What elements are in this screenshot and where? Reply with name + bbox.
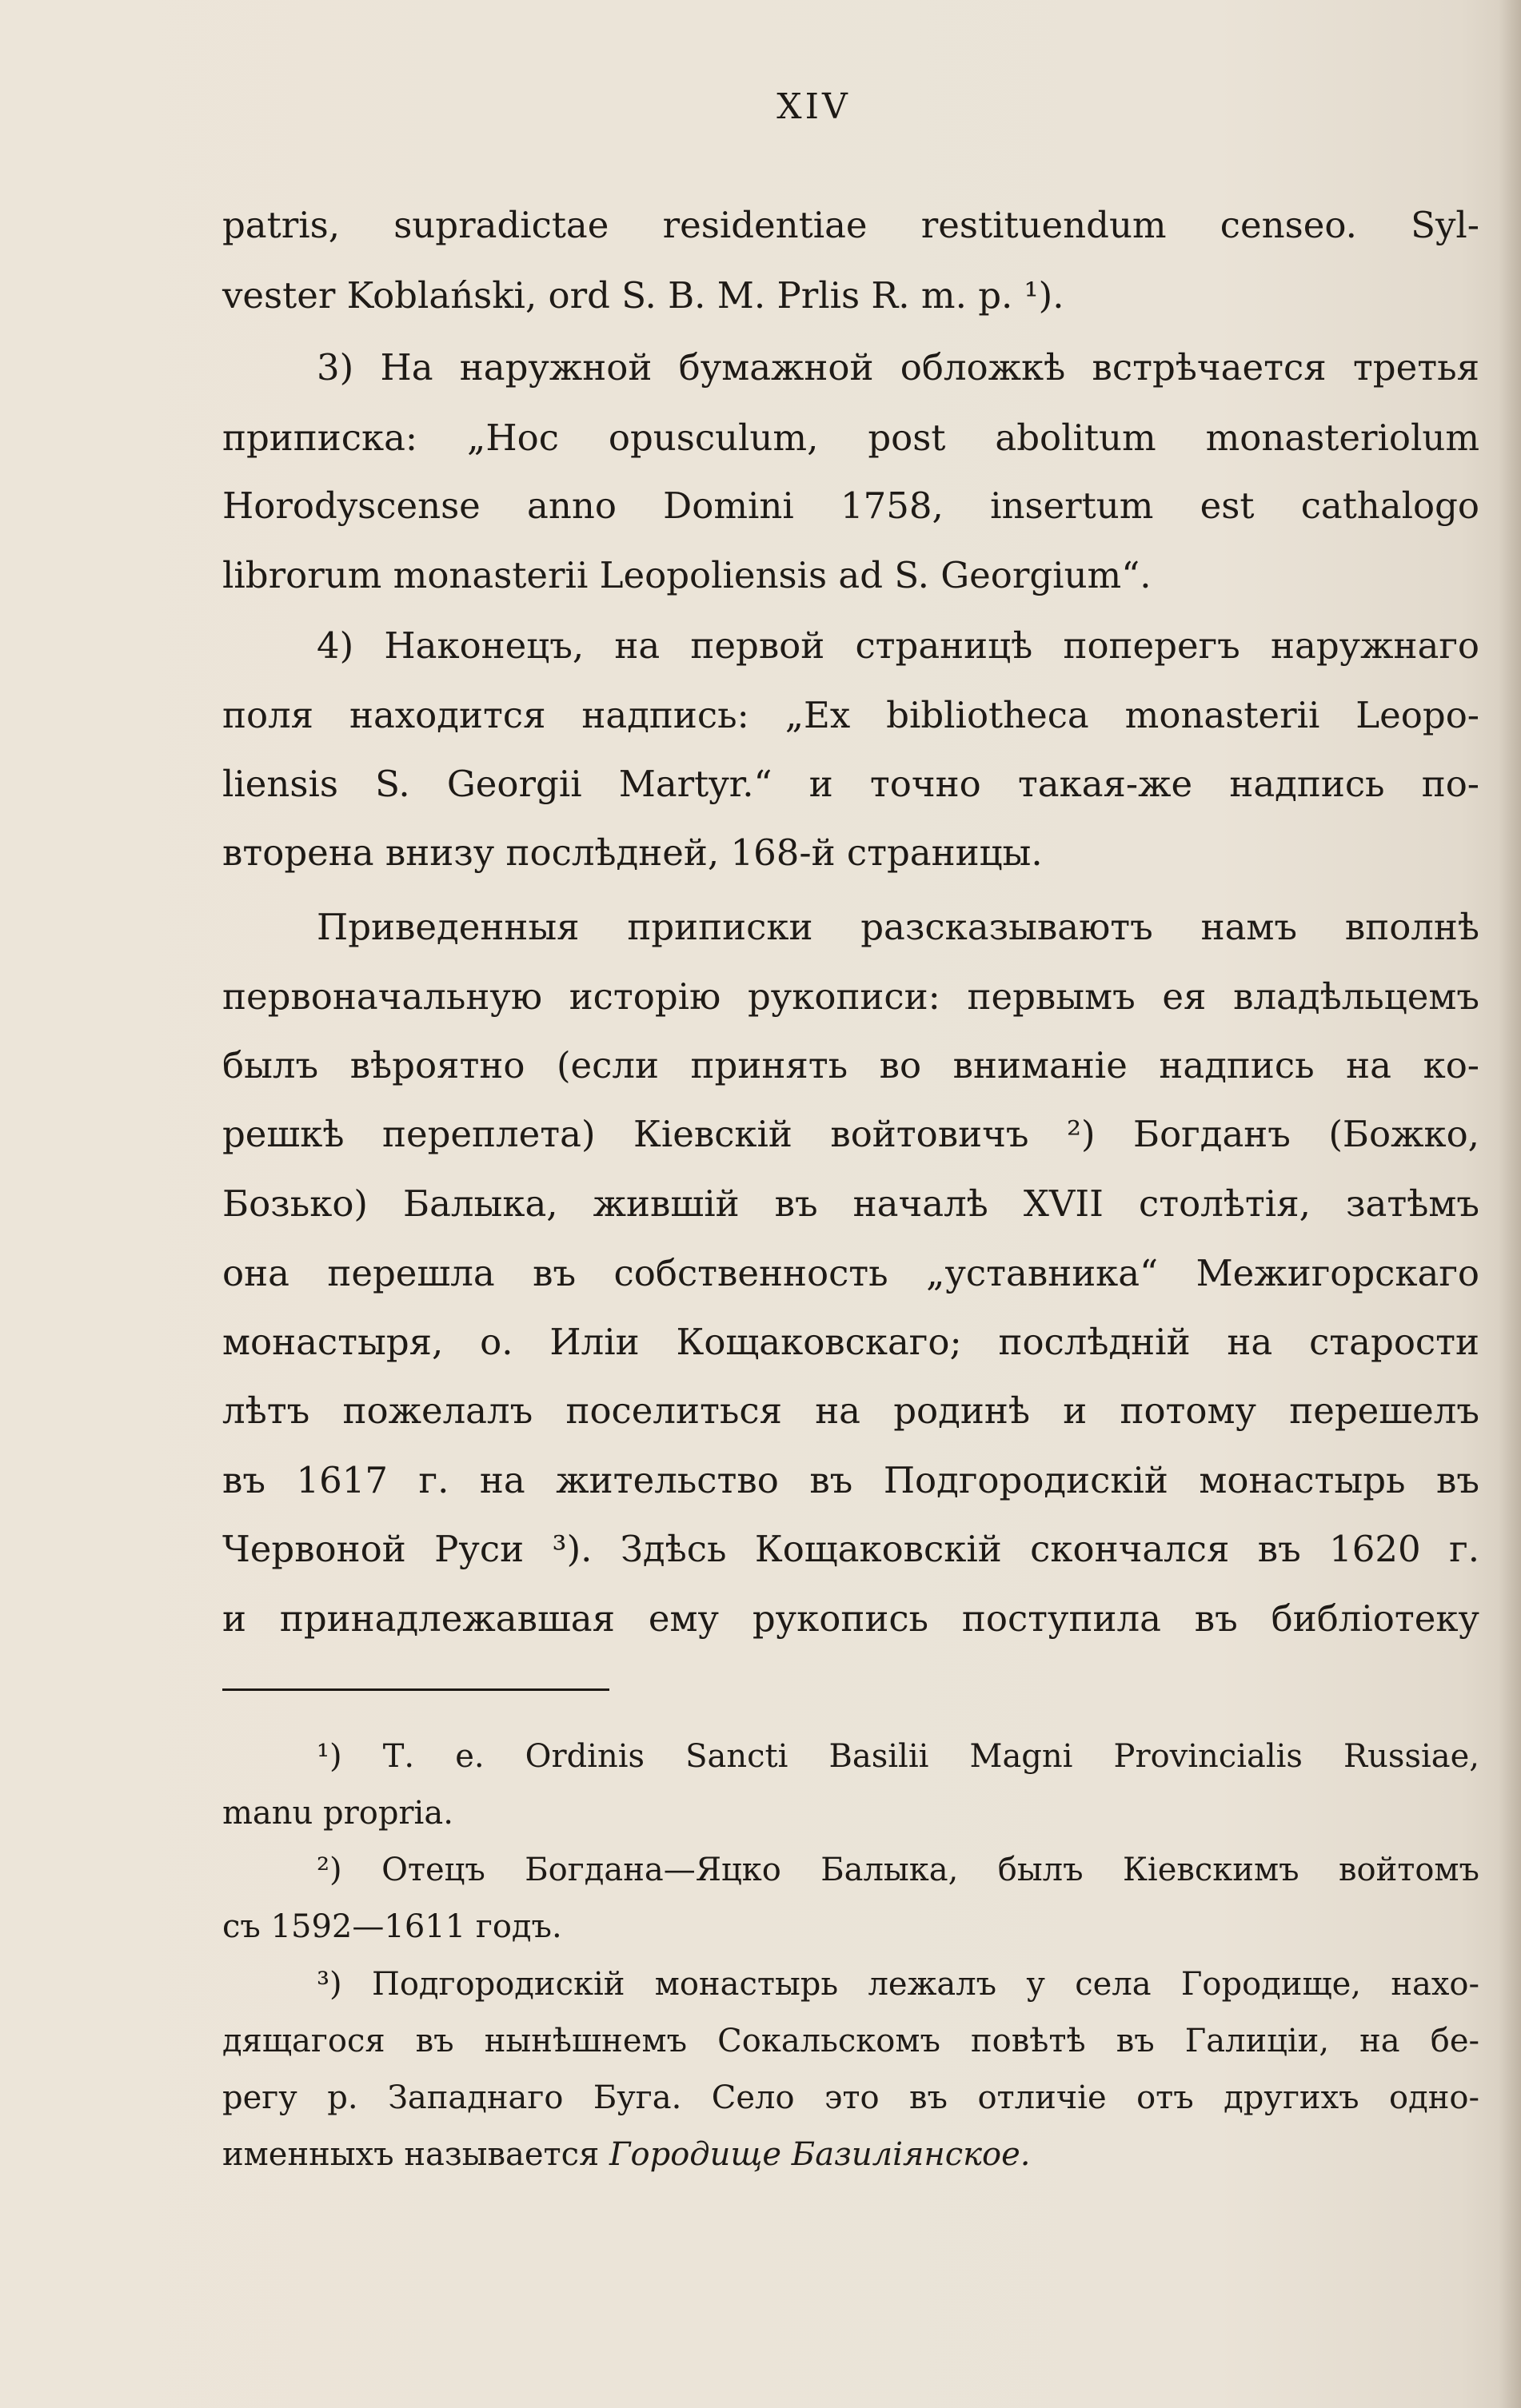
body-line: 3) На наружной бумажной обложкѣ встрѣчается третья (317, 346, 1479, 389)
body-line: въ 1617 г. на жительство въ Подгородискій монастырь въ (222, 1459, 1479, 1501)
body-line: liensis S. Georgii Martyr.“ и точно такая-же надпись по- (222, 763, 1479, 805)
body-line: поля находится надпись: „Ex bibliotheca monasterii Leopo- (222, 694, 1479, 736)
footnote-line: дящагося въ нынѣшнемъ Сокальскомъ повѣтѣ въ Галиціи, на бе- (222, 2023, 1479, 2059)
body-line: монастыря, о. Иліи Кощаковскаго; послѣдній на старости (222, 1321, 1479, 1363)
footnote-rule (222, 1688, 609, 1691)
body-line: лѣтъ пожелалъ поселиться на родинѣ и потому перешелъ (222, 1389, 1479, 1432)
body-line: вторена внизу послѣдней, 168-й страницы. (222, 831, 1043, 874)
footnote-text: именныхъ называется (222, 2136, 610, 2173)
footnote-line: регу р. Западнаго Буга. Село это въ отличіе отъ другихъ одно- (222, 2079, 1479, 2116)
page-edge-shadow (1499, 0, 1521, 2408)
footnote-line: manu propria. (222, 1795, 453, 1832)
body-line: первоначальную исторію рукописи: первымъ ея владѣльцемъ (222, 975, 1479, 1018)
body-line: librorum monasterii Leopoliensis ad S. Georgium“. (222, 554, 1152, 596)
body-line: patris, supradictae residentiae restituendum censeo. Syl- (222, 204, 1479, 246)
body-line: vester Koblański, ord S. B. M. Prlis R. m. p. ¹). (222, 274, 1064, 317)
footnote-line: ²) Отецъ Богдана—Яцко Балыка, былъ Кіевскимъ войтомъ (317, 1852, 1479, 1888)
body-line: приписка: „Hoc opusculum, post abolitum monasteriolum (222, 417, 1479, 459)
page-number: XIV (776, 86, 851, 127)
body-line: решкѣ переплета) Кіевскій войтовичъ ²) Богданъ (Божко, (222, 1113, 1479, 1155)
footnote-line: ³) Подгородискій монастырь лежалъ у села Городище, нахо- (317, 1966, 1479, 2003)
footnote-line (222, 2133, 1479, 2176)
footnote-italic-name: Городище Базиліянское. (609, 2136, 1031, 2173)
body-line: Horodyscense anno Domini 1758, insertum est cathalogo (222, 484, 1479, 527)
body-line: Червоной Руси ³). Здѣсь Кощаковскій скончался въ 1620 г. (222, 1528, 1479, 1570)
footnote-line: съ 1592—1611 годъ. (222, 1908, 562, 1945)
footnote-line: ¹) Т. е. Ordinis Sancti Basilii Magni Provincialis Russiae, (317, 1738, 1479, 1775)
body-line: Бозько) Балыка, жившій въ началѣ XVII столѣтія, затѣмъ (222, 1182, 1479, 1225)
body-line: и принадлежавшая ему рукопись поступила въ библіотеку (222, 1597, 1479, 1640)
body-line: Приведенныя приписки разсказываютъ намъ вполнѣ (317, 906, 1479, 948)
body-line: она перешла въ собственность „уставника“ Межигорскаго (222, 1252, 1479, 1294)
body-line: былъ вѣроятно (если принять во вниманіе надпись на ко- (222, 1044, 1479, 1086)
body-line: 4) Наконецъ, на первой страницѣ поперегъ наружнаго (317, 624, 1479, 667)
